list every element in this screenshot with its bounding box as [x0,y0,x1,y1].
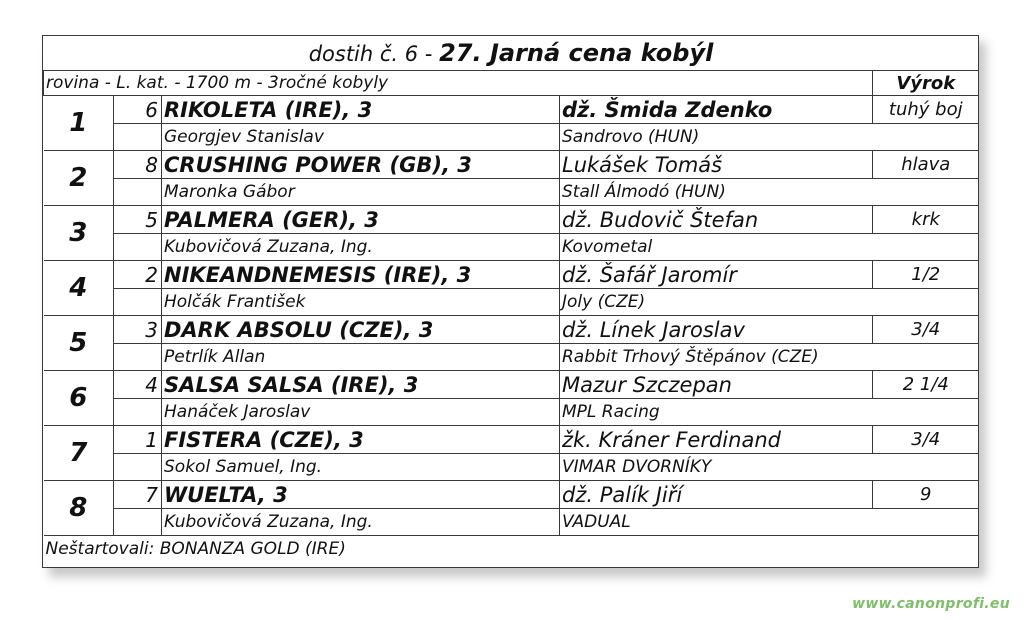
finish-margin: 1/2 [873,261,979,289]
title-row [44,36,979,71]
result-row [44,96,979,124]
jockey-name: Lukášek Tomáš [560,151,873,179]
owner-name: Rabbit Trhový Štěpánov (CZE) [560,344,979,371]
result-detail-row [44,234,979,261]
start-number: 7 [114,481,162,509]
number-spacer [114,179,162,206]
result-detail-row [44,399,979,426]
finish-margin: 3/4 [873,426,979,454]
start-number: 6 [114,96,162,124]
finish-margin: 9 [873,481,979,509]
result-detail-row [44,289,979,316]
horse-name: PALMERA (GER), 3 [162,206,560,234]
watermark: www.canonprofi.eu [852,596,1010,612]
trainer-name: Sokol Samuel, Ing. [162,454,560,481]
result-row [44,371,979,399]
start-number: 8 [114,151,162,179]
finish-place: 8 [44,481,114,536]
owner-name: MPL Racing [560,399,979,426]
race-title-prefix: dostih č. 6 - [308,42,433,66]
horse-name: FISTERA (CZE), 3 [162,426,560,454]
race-title [44,36,979,71]
jockey-name: Mazur Szczepan [560,371,873,399]
race-title-name: 27. Jarná cena kobýl [439,39,714,67]
owner-name: Sandrovo (HUN) [560,124,979,151]
result-column-header: Výrok [873,71,979,96]
number-spacer [114,124,162,151]
result-row [44,426,979,454]
owner-name: VIMAR DVORNÍKY [560,454,979,481]
jockey-name: dž. Palík Jiří [560,481,873,509]
start-number: 1 [114,426,162,454]
non-starters: Neštartovali: BONANZA GOLD (IRE) [44,536,979,563]
race-result-card [42,35,979,568]
horse-name: NIKEANDNEMESIS (IRE), 3 [162,261,560,289]
start-number: 5 [114,206,162,234]
result-row [44,316,979,344]
number-spacer [114,509,162,536]
finish-margin: krk [873,206,979,234]
jockey-name: dž. Línek Jaroslav [560,316,873,344]
trainer-name: Maronka Gábor [162,179,560,206]
finish-margin: 2 1/4 [873,371,979,399]
jockey-name: dž. Šafář Jaromír [560,261,873,289]
result-detail-row [44,454,979,481]
result-row [44,481,979,509]
trainer-name: Georgjev Stanislav [162,124,560,151]
finish-margin: 3/4 [873,316,979,344]
trainer-name: Kubovičová Zuzana, Ing. [162,509,560,536]
finish-place: 5 [44,316,114,371]
race-conditions: rovina - L. kat. - 1700 m - 3ročné kobyly [44,71,873,96]
finish-margin: tuhý boj [873,96,979,124]
number-spacer [114,289,162,316]
trainer-name: Kubovičová Zuzana, Ing. [162,234,560,261]
result-row [44,261,979,289]
result-detail-row [44,344,979,371]
jockey-name: žk. Kráner Ferdinand [560,426,873,454]
number-spacer [114,454,162,481]
finish-place: 2 [44,151,114,206]
start-number: 3 [114,316,162,344]
owner-name: VADUAL [560,509,979,536]
result-detail-row [44,124,979,151]
number-spacer [114,234,162,261]
result-detail-row [44,179,979,206]
jockey-name: dž. Budovič Štefan [560,206,873,234]
jockey-name: dž. Šmida Zdenko [560,96,873,124]
finish-place: 4 [44,261,114,316]
finish-place: 1 [44,96,114,151]
owner-name: Kovometal [560,234,979,261]
trainer-name: Holčák František [162,289,560,316]
start-number: 4 [114,371,162,399]
finish-place: 6 [44,371,114,426]
results-table [43,36,979,562]
owner-name: Stall Álmodó (HUN) [560,179,979,206]
horse-name: RIKOLETA (IRE), 3 [162,96,560,124]
result-detail-row [44,509,979,536]
result-row [44,151,979,179]
finish-place: 7 [44,426,114,481]
non-starters-row [44,536,979,563]
horse-name: WUELTA, 3 [162,481,560,509]
horse-name: CRUSHING POWER (GB), 3 [162,151,560,179]
owner-name: Joly (CZE) [560,289,979,316]
subtitle-row [44,71,979,96]
trainer-name: Hanáček Jaroslav [162,399,560,426]
horse-name: DARK ABSOLU (CZE), 3 [162,316,560,344]
start-number: 2 [114,261,162,289]
trainer-name: Petrlík Allan [162,344,560,371]
result-row [44,206,979,234]
number-spacer [114,399,162,426]
number-spacer [114,344,162,371]
horse-name: SALSA SALSA (IRE), 3 [162,371,560,399]
finish-place: 3 [44,206,114,261]
finish-margin: hlava [873,151,979,179]
